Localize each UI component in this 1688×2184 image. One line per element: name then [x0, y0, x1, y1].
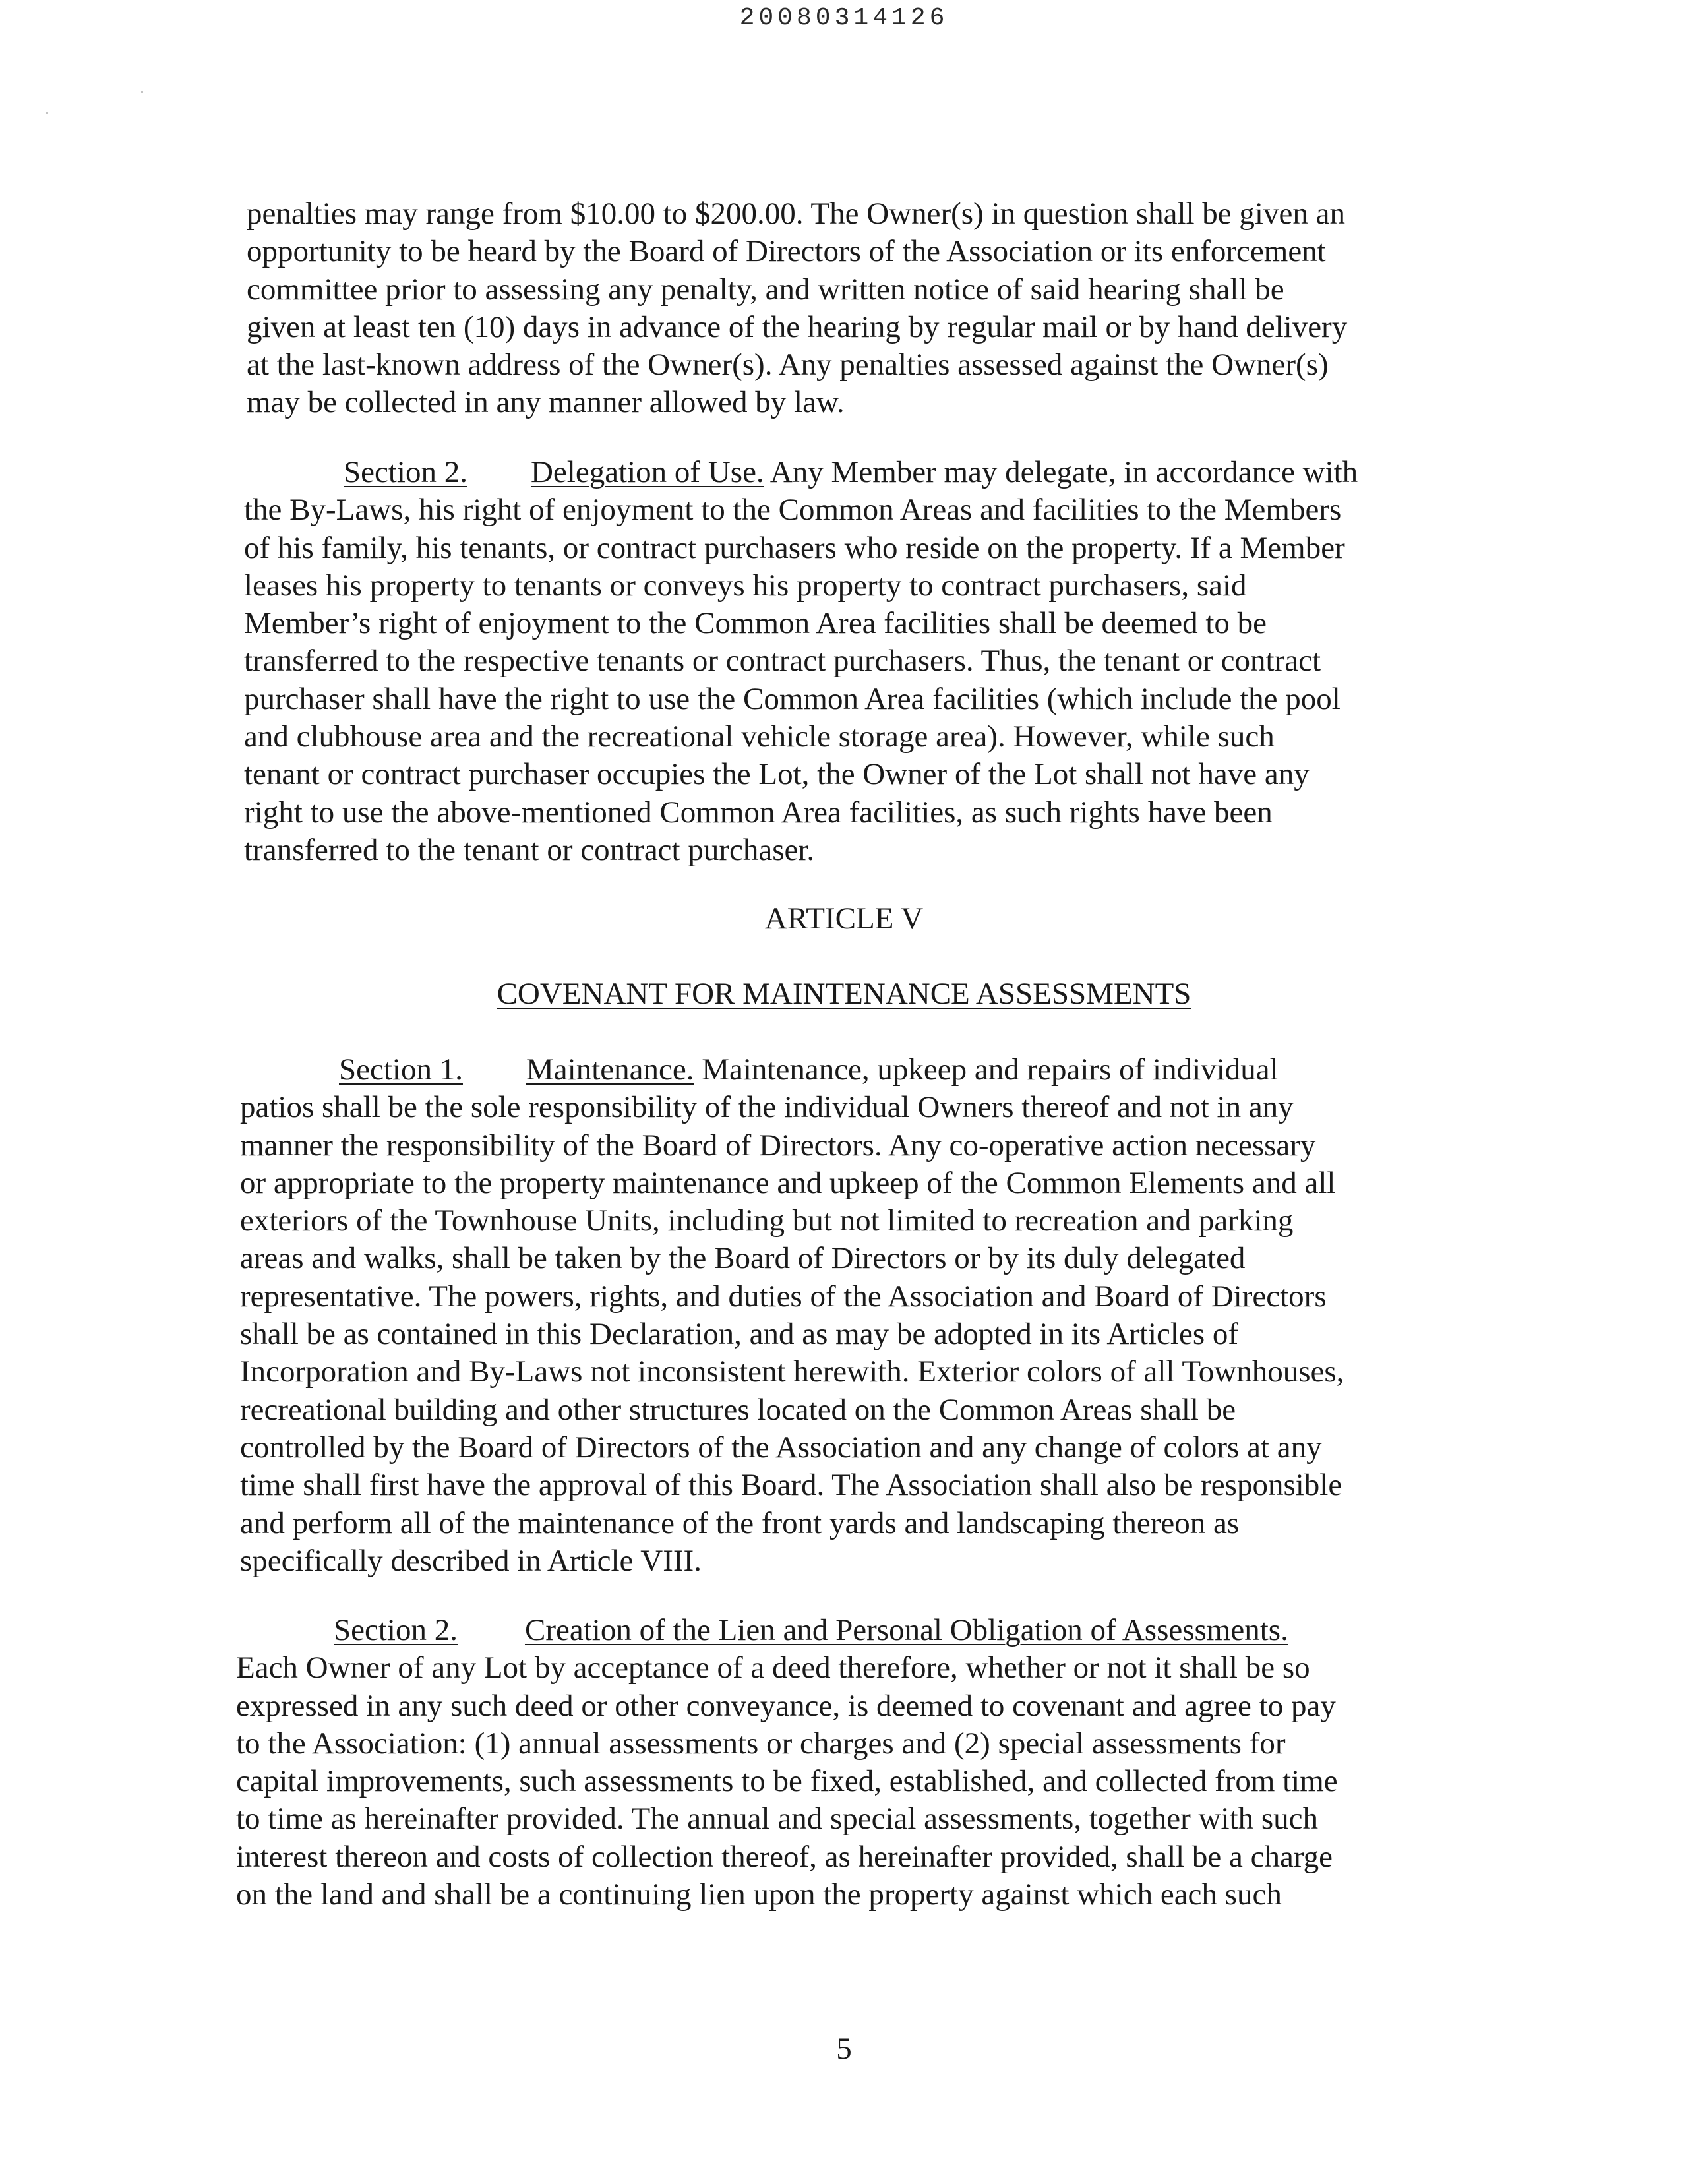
section-maintenance — [240, 1051, 1344, 1580]
text-line: opportunity to be heard by the Board of Directors of the Association or its enforcement — [247, 234, 1326, 269]
section-title: Delegation of Use. — [530, 455, 764, 489]
article-title-text: COVENANT FOR MAINTENANCE ASSESSMENTS — [497, 977, 1191, 1011]
text-line: right to use the above-mentioned Common Area facilities, as such rights have been — [244, 795, 1273, 830]
text-line: the By-Laws, his right of enjoyment to the Common Areas and facilities to the Members — [244, 493, 1342, 528]
section-title: Maintenance. — [526, 1052, 694, 1087]
section-first-line — [240, 1051, 1344, 1089]
text-line: and clubhouse area and the recreational vehicle storage area). However, while such — [244, 719, 1275, 754]
paragraph-penalties — [247, 195, 1347, 422]
text-line: purchaser shall have the right to use the Common Area facilities (which include the pool — [244, 681, 1341, 716]
section-creation-of-lien — [236, 1612, 1338, 1914]
text-line: or appropriate to the property maintenance and upkeep of the Common Elements and all — [240, 1165, 1336, 1200]
article-number: ARTICLE V — [764, 901, 924, 936]
text-line: time shall first have the approval of this Board. The Association shall also be responsible — [240, 1468, 1342, 1503]
text-line: penalties may range from $10.00 to $200.00. The Owner(s) in question shall be given an — [247, 197, 1345, 231]
text-line: Incorporation and By-Laws not inconsistent herewith. Exterior colors of all Townhouses, — [240, 1354, 1344, 1389]
section-label: Section 2. — [344, 455, 467, 489]
text-run: Any Member may delegate, in accordance with — [764, 455, 1358, 489]
text-line: to time as hereinafter provided. The annual and special assessments, together with such — [236, 1802, 1319, 1836]
text-line: to the Association: (1) annual assessments or charges and (2) special assessments for — [236, 1726, 1286, 1761]
section-first-line — [236, 1612, 1338, 1649]
text-line: of his family, his tenants, or contract purchasers who reside on the property. If a Member — [244, 530, 1345, 565]
section-label: Section 2. — [334, 1613, 458, 1647]
text-line: and perform all of the maintenance of the front yards and landscaping thereon as — [240, 1505, 1240, 1540]
text-line: specifically described in Article VIII. — [240, 1543, 702, 1578]
text-line: transferred to the respective tenants or contract purchasers. Thus, the tenant or contract — [244, 644, 1321, 679]
text-line: transferred to the tenant or contract purchaser. — [244, 832, 815, 867]
section-first-line — [244, 454, 1358, 491]
text-line: expressed in any such deed or other conveyance, is deemed to covenant and agree to pay — [236, 1688, 1336, 1723]
text-line: may be collected in any manner allowed by law. — [247, 385, 845, 420]
text-line: areas and walks, shall be taken by the Board of Directors or by its duly delegated — [240, 1241, 1246, 1276]
text-line: shall be as contained in this Declaration, and as may be adopted in its Articles of — [240, 1317, 1239, 1352]
text-line: Each Owner of any Lot by acceptance of a deed therefore, whether or not it shall be so — [236, 1651, 1310, 1685]
text-line: on the land and shall be a continuing lien upon the property against which each such — [236, 1877, 1282, 1912]
article-title — [0, 976, 1688, 1012]
text-line: Member’s right of enjoyment to the Common Area facilities shall be deemed to be — [244, 606, 1267, 641]
text-line: interest thereon and costs of collection thereof, as hereinafter provided, shall be a charge — [236, 1839, 1333, 1874]
text-line: manner the responsibility of the Board of Directors. Any co-operative action necessary — [240, 1128, 1316, 1163]
scan-speck — [46, 112, 48, 114]
text-line: patios shall be the sole responsibility of the individual Owners thereof and not in any — [240, 1090, 1294, 1125]
text-line: capital improvements, such assessments to be fixed, established, and collected from time — [236, 1764, 1338, 1799]
section-delegation-of-use — [244, 454, 1358, 869]
text-line: exteriors of the Townhouse Units, including but not limited to recreation and parking — [240, 1203, 1294, 1238]
text-line: committee prior to assessing any penalty, and written notice of said hearing shall be — [247, 272, 1284, 307]
document-number: 20080314126 — [739, 4, 949, 32]
text-line: recreational building and other structures located on the Common Areas shall be — [240, 1392, 1236, 1427]
scan-speck — [141, 91, 143, 93]
text-line: leases his property to tenants or conveys his property to contract purchasers, said — [244, 568, 1247, 603]
page-number: 5 — [836, 2032, 852, 2066]
section-title: Creation of the Lien and Personal Obligation of Assessments. — [524, 1613, 1288, 1647]
text-run: Maintenance, upkeep and repairs of individual — [694, 1052, 1279, 1087]
section-label: Section 1. — [339, 1052, 463, 1087]
text-line: given at least ten (10) days in advance of the hearing by regular mail or by hand delivery — [247, 309, 1348, 344]
text-line: representative. The powers, rights, and duties of the Association and Board of Directors — [240, 1279, 1327, 1314]
text-line: tenant or contract purchaser occupies the Lot, the Owner of the Lot shall not have any — [244, 757, 1310, 792]
text-line: at the last-known address of the Owner(s). Any penalties assessed against the Owner(s) — [247, 348, 1329, 382]
text-line: controlled by the Board of Directors of the Association and any change of colors at any — [240, 1430, 1322, 1465]
